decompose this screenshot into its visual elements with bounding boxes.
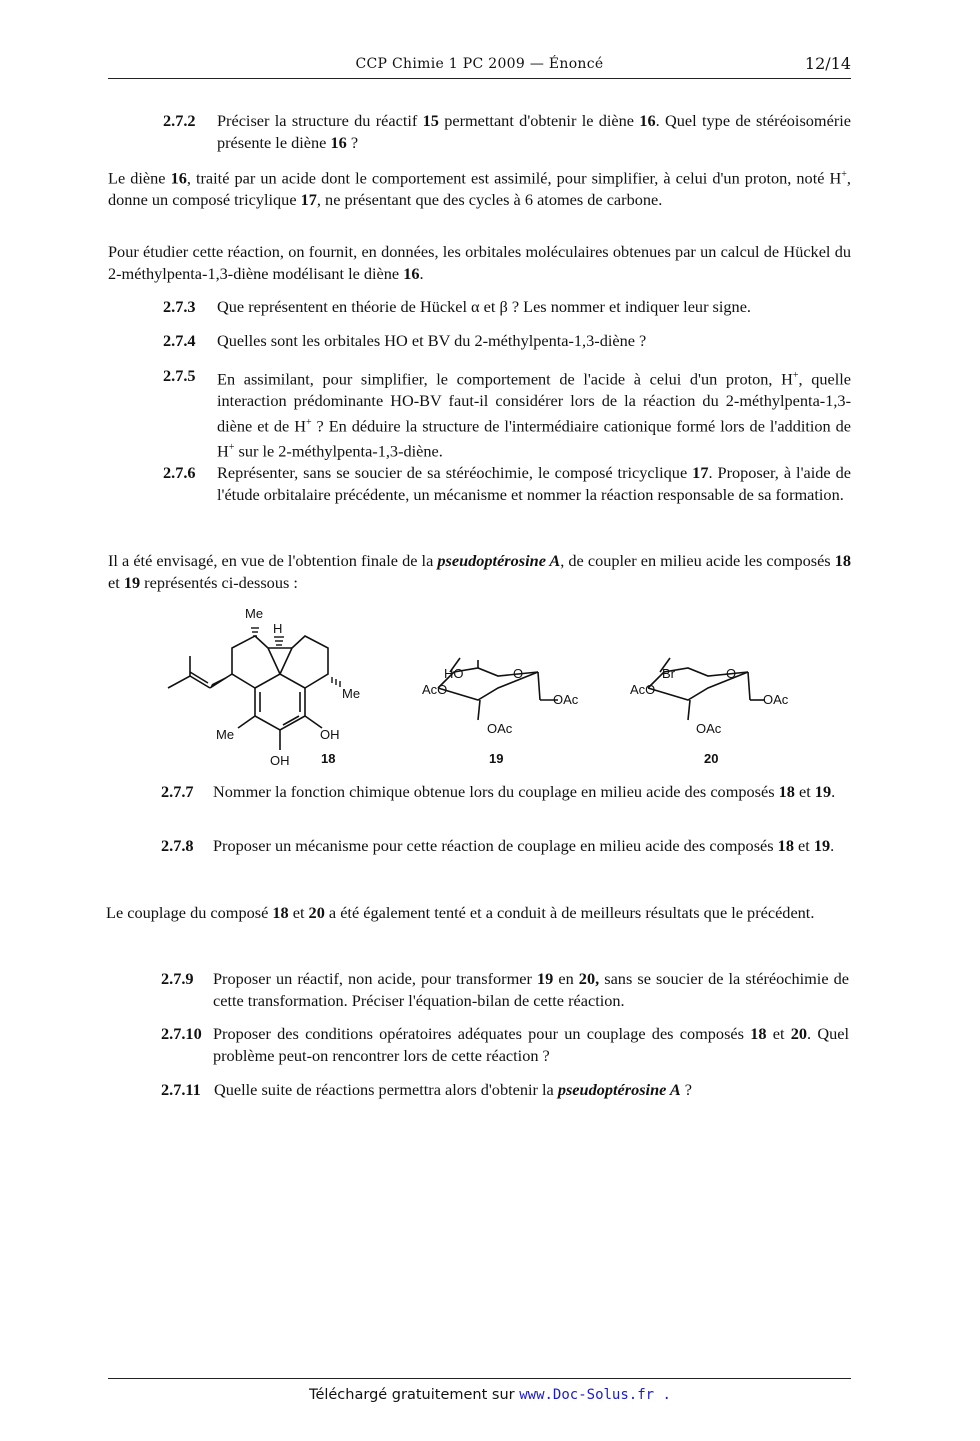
- page-header: [108, 54, 851, 79]
- me-right-label: Me: [342, 686, 361, 701]
- question-text: Quelle suite de réactions permettra alors d'obtenir la pseudoptérosine A ?: [214, 1080, 692, 1099]
- question-text: Représenter, sans se soucier de sa stéréochimie, le composé tricyclique 17. Proposer, à l'aide de l'étude orbitalaire précédente, un mécanisme et nommer la réaction responsable de sa formation.: [217, 463, 851, 504]
- paragraph-diene-acid: Le diène 16, traité par un acide dont le comportement est assimilé, pour simplifier, à celui d'un proton, noté H+, donne un composé tricylique 17, ne présentant que des cycles à 6 atomes de carbone.: [108, 168, 851, 210]
- paragraph-coupling-18-20: Le couplage du composé 18 et 20 a été également tenté et a conduit à de meilleurs résultats que le précédent.: [106, 903, 815, 922]
- oh-bottom-label: OH: [270, 753, 290, 768]
- compound-20-label: 20: [704, 751, 719, 766]
- oh-right-label: OH: [320, 727, 340, 742]
- stereo-hashes-18: [251, 628, 340, 687]
- question-2-7-9: [161, 968, 849, 1011]
- header-title: CCP Chimie 1 PC 2009 — Énoncé: [355, 56, 604, 72]
- oac-bottom-label-19: OAc: [487, 721, 513, 736]
- br-label-20: Br: [662, 666, 675, 681]
- structures-drawing: [160, 600, 800, 775]
- question-number: 2.7.4: [163, 331, 196, 350]
- footer-text: Téléchargé gratuitement sur: [309, 1387, 520, 1403]
- question-text: Proposer un réactif, non acide, pour transformer 19 en 20, sans se soucier de la stéréochimie de cette transformation. Préciser l'équation-bilan de cette réaction.: [213, 969, 849, 1010]
- question-number: 2.7.3: [163, 297, 196, 316]
- question-number: 2.7.11: [161, 1080, 201, 1099]
- h-label: H: [273, 621, 283, 636]
- question-number: 2.7.5: [163, 366, 196, 385]
- paragraph-coupling: Il a été envisagé, en vue de l'obtention finale de la pseudoptérosine A, de coupler en milieu acide les composés 18 et 19 représentés ci-dessous :: [108, 551, 852, 592]
- page-number: 12/14: [804, 54, 851, 73]
- question-2-7-6: [163, 462, 851, 505]
- question-text: Que représentent en théorie de Hückel α et β ? Les nommer et indiquer leur signe.: [217, 297, 751, 316]
- page-footer: [0, 1387, 980, 1403]
- question-2-7-2: [163, 110, 851, 153]
- question-number: 2.7.7: [161, 782, 194, 801]
- question-2-7-7: [161, 781, 849, 803]
- question-number: 2.7.9: [161, 969, 194, 988]
- oac-right-label-20: OAc: [763, 692, 789, 707]
- me-top-label: Me: [245, 606, 264, 621]
- question-2-7-11: [161, 1079, 849, 1101]
- question-number: 2.7.10: [161, 1024, 202, 1043]
- footer-end: .: [654, 1387, 671, 1403]
- question-2-7-5: [163, 365, 851, 462]
- question-text: Proposer des conditions opératoires adéquates pour un couplage des composés 18 et 20. Quel problème peut-on rencontrer lors de cette réaction ?: [213, 1024, 849, 1065]
- question-text: Préciser la structure du réactif 15 permettant d'obtenir le diène 16. Quel type de stéréoisomérie présente le diène 16 ?: [217, 111, 851, 152]
- aco-label-20: AcO: [630, 682, 656, 697]
- footer-rule: [108, 1378, 851, 1379]
- question-2-7-10: [161, 1023, 849, 1066]
- ring-o-label-19: O: [513, 666, 524, 681]
- question-number: 2.7.2: [163, 111, 196, 130]
- oac-bottom-label-20: OAc: [696, 721, 722, 736]
- ring-o-label-20: O: [726, 666, 737, 681]
- question-text: Nommer la fonction chimique obtenue lors du couplage en milieu acide des composés 18 et 19.: [213, 782, 836, 801]
- question-2-7-3: [163, 296, 851, 318]
- question-number: 2.7.6: [163, 463, 196, 482]
- structure-18: [168, 636, 328, 750]
- question-text: Quelles sont les orbitales HO et BV du 2-méthylpenta-1,3-diène ?: [217, 331, 647, 350]
- compound-19-label: 19: [489, 751, 504, 766]
- oac-right-label-19: OAc: [553, 692, 579, 707]
- aco-label-19: AcO: [422, 682, 448, 697]
- chemical-structures: [160, 600, 800, 775]
- question-text: En assimilant, pour simplifier, le comportement de l'acide à celui d'un proton, H+, quelle interaction prédominante HO-BV faut-il considérer lors de la réaction du 2-méthylpenta-1,3-diène et de H+ ? En déduire la structure de l'intermédiaire cationique formé lors de l'addition de H+ sur le 2-méthylpenta-1,3-diène.: [217, 369, 852, 461]
- ho-label-19: HO: [444, 666, 464, 681]
- question-text: Proposer un mécanisme pour cette réaction de couplage en milieu acide des composés 18 et 19.: [213, 836, 835, 855]
- paragraph-huckel-data: Pour étudier cette réaction, on fournit, en données, les orbitales moléculaires obtenues par un calcul de Hückel du 2-méthylpenta-1,3-diène modélisant le diène 16.: [108, 242, 851, 283]
- question-number: 2.7.8: [161, 836, 194, 855]
- footer-link[interactable]: www.Doc-Solus.fr: [519, 1387, 655, 1403]
- me-left-label: Me: [216, 727, 235, 742]
- question-2-7-8: [161, 835, 849, 857]
- compound-18-label: 18: [321, 751, 336, 766]
- question-2-7-4: [163, 330, 851, 352]
